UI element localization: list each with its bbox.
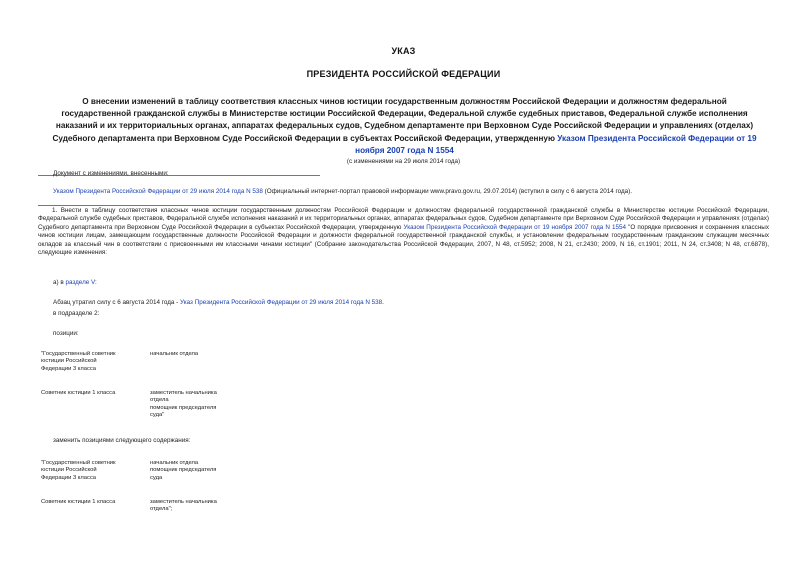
para1-text-b: "О порядке присвоения и сохранения классных чинов юстиции лицам, замещающим государственные должности Российской Федерации и должности федеральной государственной гражданской службы, и установлении федеральным государственным гражданским служащим месячных окладов за классный чин в соответствии с присвоенными им классными чинами юстиции" (Собрание законодательства Российской Федерации, 2007, N 48, ст.5952; 2008, N 21, ст.2430; 2009, N 16, ст.1901; 2011, N 24, ст.3408; N 48, ст.6878), следующие изменения: bbox=[38, 223, 769, 257]
table1-row2-left bbox=[41, 390, 115, 397]
amending-decree-link[interactable]: Указом Президента Российской Федерации от 29 июля 2014 года N 538 bbox=[53, 188, 263, 195]
cell-line: заместитель начальника bbox=[150, 390, 217, 396]
cell-line: помощник председателя bbox=[150, 467, 217, 474]
paragraph-1 bbox=[38, 207, 769, 257]
cell-line: Федерации 3 класса bbox=[41, 365, 97, 372]
table1-row1-left bbox=[41, 351, 116, 373]
cell-line: "Государственный советник bbox=[41, 351, 116, 357]
cell-line: помощник председателя bbox=[150, 404, 217, 411]
changes-label: Документ с изменениями, внесенными: bbox=[53, 170, 169, 177]
abolished-text: Абзац утратил силу с 6 августа 2014 года - bbox=[53, 299, 181, 306]
changes-source-line bbox=[53, 188, 632, 195]
item-a-suffix: : bbox=[95, 279, 97, 286]
abolished-end: . bbox=[382, 299, 384, 306]
para1-text-a: 1. Внести в таблицу соответствия классных чинов юстиции государственным должностям Российской Федерации и должностям федеральной государственной гражданской службы в Министерстве юстиции Российской Федерации, Федеральной службе судебных приставов, Федеральной службе исполнения наказаний и их территориальных органах, аппаратах федеральных судов, Судебном департаменте при Верховном Суде Российской Федерации и управлениях (отделах) Судебного департамента при Верховном Суде Российской Федерации в субъектах Российской Федерации, утвержденную bbox=[38, 207, 769, 231]
positions-label: позиции: bbox=[53, 330, 79, 337]
cell-line: начальник отдела bbox=[150, 460, 199, 466]
cell-line: Советник юстиции 1 класса bbox=[41, 499, 116, 505]
item-a bbox=[53, 279, 97, 286]
section-v-link[interactable]: разделе V bbox=[65, 279, 95, 286]
issuer-heading: ПРЕЗИДЕНТА РОССИЙСКОЙ ФЕДЕРАЦИИ bbox=[306, 69, 501, 79]
para1-decree-link[interactable]: Указом Президента Российской Федерации от 19 ноября 2007 года N 1554 bbox=[403, 223, 627, 231]
replace-label: заменить позициями следующего содержания: bbox=[53, 437, 191, 444]
bottom-divider bbox=[38, 205, 320, 206]
item-a-prefix: а) в bbox=[53, 279, 66, 286]
title-decree-link[interactable]: Указом Президента Российской Федерации от 19 ноября 2007 года N 1554 bbox=[355, 133, 757, 155]
cell-line: юстиции Российской bbox=[41, 467, 97, 474]
cell-line: "Государственный советник bbox=[41, 460, 116, 466]
cell-line: заместитель начальника bbox=[150, 499, 217, 505]
cell-line: Советник юстиции 1 класса bbox=[41, 390, 116, 396]
table2-row2-left bbox=[41, 499, 115, 506]
title-text: О внесении изменений в таблицу соответствия классных чинов юстиции государственным должностям Российской Федерации и должностям федеральной государственной гражданской службы в Министерстве юстиции Российской Федерации, Федеральной службе судебных приставов, Федеральной службе исполнения наказаний и их территориальных органах, аппаратах федеральных судов, Судебном департаменте при Верховном Суде Российской Федерации и управлениях (отделах) Судебного департамента при Верховном Суде Российской Федерации в субъектах Российской Федерации, утвержденную bbox=[52, 97, 754, 143]
subsection-2-label: в подразделе 2: bbox=[53, 310, 100, 317]
table2-row2-right bbox=[150, 499, 217, 514]
abolishing-decree-link[interactable]: Указ Президента Российской Федерации от 29 июля 2014 года N 538 bbox=[180, 299, 383, 306]
cell-line: Федерации 3 класса bbox=[41, 474, 97, 481]
table1-row1-right bbox=[150, 351, 198, 358]
revision-note: (с изменениями на 29 июля 2014 года) bbox=[346, 158, 461, 165]
cell-line: отдела"; bbox=[150, 506, 173, 513]
document-title bbox=[52, 96, 757, 157]
table2-row1-right bbox=[150, 460, 216, 482]
cell-line: начальник отдела bbox=[150, 351, 199, 357]
cell-line: суда bbox=[150, 474, 163, 481]
cell-line: отдела bbox=[150, 397, 169, 404]
cell-line: суда" bbox=[150, 411, 165, 418]
table2-row1-left bbox=[41, 460, 116, 482]
table1-row2-right bbox=[150, 390, 217, 419]
doc-type-heading: УКАЗ bbox=[391, 46, 416, 56]
amending-decree-note: (Официальный интернет-портал правовой информации www.pravo.gov.ru, 29.07.2014) (вступил в силу с 6 августа 2014 года). bbox=[262, 188, 633, 195]
abolished-note bbox=[53, 299, 384, 306]
cell-line: юстиции Российской bbox=[41, 358, 97, 365]
